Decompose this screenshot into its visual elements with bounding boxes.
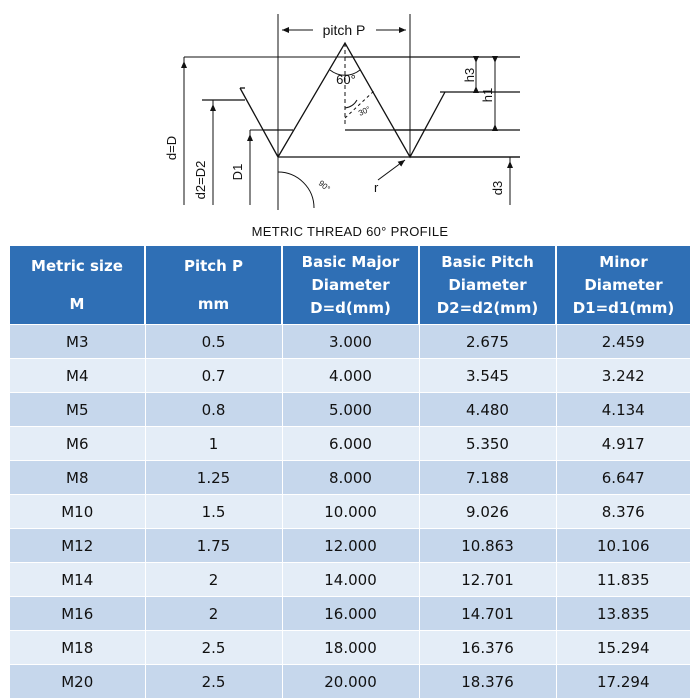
r-label: r bbox=[374, 180, 379, 195]
metric-size-cell: M10 bbox=[10, 495, 145, 529]
pitch-diameter-cell: 16.376 bbox=[419, 631, 556, 665]
major-diameter-cell: 4.000 bbox=[282, 359, 419, 393]
major-diameter-cell: 20.000 bbox=[282, 665, 419, 699]
pitch-diameter-cell: 3.545 bbox=[419, 359, 556, 393]
header-pitch: Pitch P mm bbox=[145, 246, 282, 325]
thread-table-body bbox=[10, 325, 690, 699]
minor-diameter-cell: 6.647 bbox=[556, 461, 690, 495]
pitch-diameter-cell: 2.675 bbox=[419, 325, 556, 359]
pitch-cell: 1.25 bbox=[145, 461, 282, 495]
header-metric-size: Metric size M bbox=[10, 246, 145, 325]
angle-30-arc bbox=[345, 100, 357, 108]
pitch-diameter-cell: 5.350 bbox=[419, 427, 556, 461]
minor-diameter-cell: 2.459 bbox=[556, 325, 690, 359]
table-row bbox=[10, 665, 690, 699]
pitch-cell: 2.5 bbox=[145, 631, 282, 665]
metric-size-cell: M5 bbox=[10, 393, 145, 427]
major-diameter-cell: 8.000 bbox=[282, 461, 419, 495]
pitch-label: pitch P bbox=[322, 22, 366, 38]
major-diameter-cell: 3.000 bbox=[282, 325, 419, 359]
minor-diameter-cell: 15.294 bbox=[556, 631, 690, 665]
metric-size-cell: M8 bbox=[10, 461, 145, 495]
table-row bbox=[10, 427, 690, 461]
h1-label: h1 bbox=[480, 87, 495, 103]
major-diameter-cell: 5.000 bbox=[282, 393, 419, 427]
pitch-diameter-cell: 9.026 bbox=[419, 495, 556, 529]
major-diameter-cell: 6.000 bbox=[282, 427, 419, 461]
root-90-marker bbox=[278, 157, 314, 210]
header-pitch-diameter: Basic Pitch Diameter D2=d2(mm) bbox=[419, 246, 556, 325]
pitch-diameter-cell: 12.701 bbox=[419, 563, 556, 597]
table-row bbox=[10, 563, 690, 597]
pitch-cell: 0.8 bbox=[145, 393, 282, 427]
table-row bbox=[10, 529, 690, 563]
major-diameter-cell: 18.000 bbox=[282, 631, 419, 665]
dD-label: d=D bbox=[164, 135, 179, 161]
d3-label: d3 bbox=[490, 180, 505, 196]
minor-diameter-cell: 13.835 bbox=[556, 597, 690, 631]
table-row bbox=[10, 325, 690, 359]
thread-profile-diagram bbox=[0, 0, 700, 225]
minor-diameter-cell: 3.242 bbox=[556, 359, 690, 393]
table-row bbox=[10, 393, 690, 427]
metric-size-cell: M20 bbox=[10, 665, 145, 699]
major-diameter-cell: 14.000 bbox=[282, 563, 419, 597]
metric-size-cell: M3 bbox=[10, 325, 145, 359]
header-minor-diameter: Minor Diameter D1=d1(mm) bbox=[556, 246, 690, 325]
pitch-diameter-cell: 4.480 bbox=[419, 393, 556, 427]
major-diameter-cell: 16.000 bbox=[282, 597, 419, 631]
metric-size-cell: M18 bbox=[10, 631, 145, 665]
pitch-cell: 1.75 bbox=[145, 529, 282, 563]
table-row bbox=[10, 597, 690, 631]
major-diameter-cell: 12.000 bbox=[282, 529, 419, 563]
metric-size-cell: M14 bbox=[10, 563, 145, 597]
pitch-cell: 2 bbox=[145, 597, 282, 631]
metric-size-cell: M4 bbox=[10, 359, 145, 393]
header-major-diameter: Basic Major Diameter D=d(mm) bbox=[282, 246, 419, 325]
minor-diameter-cell: 10.106 bbox=[556, 529, 690, 563]
pitch-cell: 1.5 bbox=[145, 495, 282, 529]
pitch-cell: 0.5 bbox=[145, 325, 282, 359]
d2D2-label: d2=D2 bbox=[193, 160, 208, 200]
minor-diameter-cell: 11.835 bbox=[556, 563, 690, 597]
pitch-cell: 2 bbox=[145, 563, 282, 597]
table-row bbox=[10, 495, 690, 529]
minor-diameter-cell: 4.917 bbox=[556, 427, 690, 461]
metric-size-cell: M6 bbox=[10, 427, 145, 461]
pitch-diameter-cell: 18.376 bbox=[419, 665, 556, 699]
pitch-cell: 1 bbox=[145, 427, 282, 461]
metric-size-cell: M16 bbox=[10, 597, 145, 631]
minor-diameter-cell: 4.134 bbox=[556, 393, 690, 427]
angle-60-label: 60° bbox=[336, 72, 356, 87]
pitch-cell: 2.5 bbox=[145, 665, 282, 699]
radius-leader bbox=[378, 160, 405, 180]
thread-table-header bbox=[10, 246, 690, 325]
pitch-diameter-cell: 7.188 bbox=[419, 461, 556, 495]
minor-diameter-cell: 17.294 bbox=[556, 665, 690, 699]
metric-size-cell: M12 bbox=[10, 529, 145, 563]
diagram-caption: METRIC THREAD 60° PROFILE bbox=[251, 224, 449, 239]
major-diameter-cell: 10.000 bbox=[282, 495, 419, 529]
table-row bbox=[10, 631, 690, 665]
D1-label: D1 bbox=[230, 163, 245, 181]
pitch-diameter-cell: 10.863 bbox=[419, 529, 556, 563]
angle-30-label: 30° bbox=[357, 104, 372, 118]
pitch-cell: 0.7 bbox=[145, 359, 282, 393]
table-row bbox=[10, 461, 690, 495]
table-row bbox=[10, 359, 690, 393]
h3-label: h3 bbox=[462, 67, 477, 83]
angle-90-label: 90° bbox=[316, 178, 332, 194]
minor-diameter-cell: 8.376 bbox=[556, 495, 690, 529]
thread-table bbox=[10, 246, 690, 698]
pitch-diameter-cell: 14.701 bbox=[419, 597, 556, 631]
